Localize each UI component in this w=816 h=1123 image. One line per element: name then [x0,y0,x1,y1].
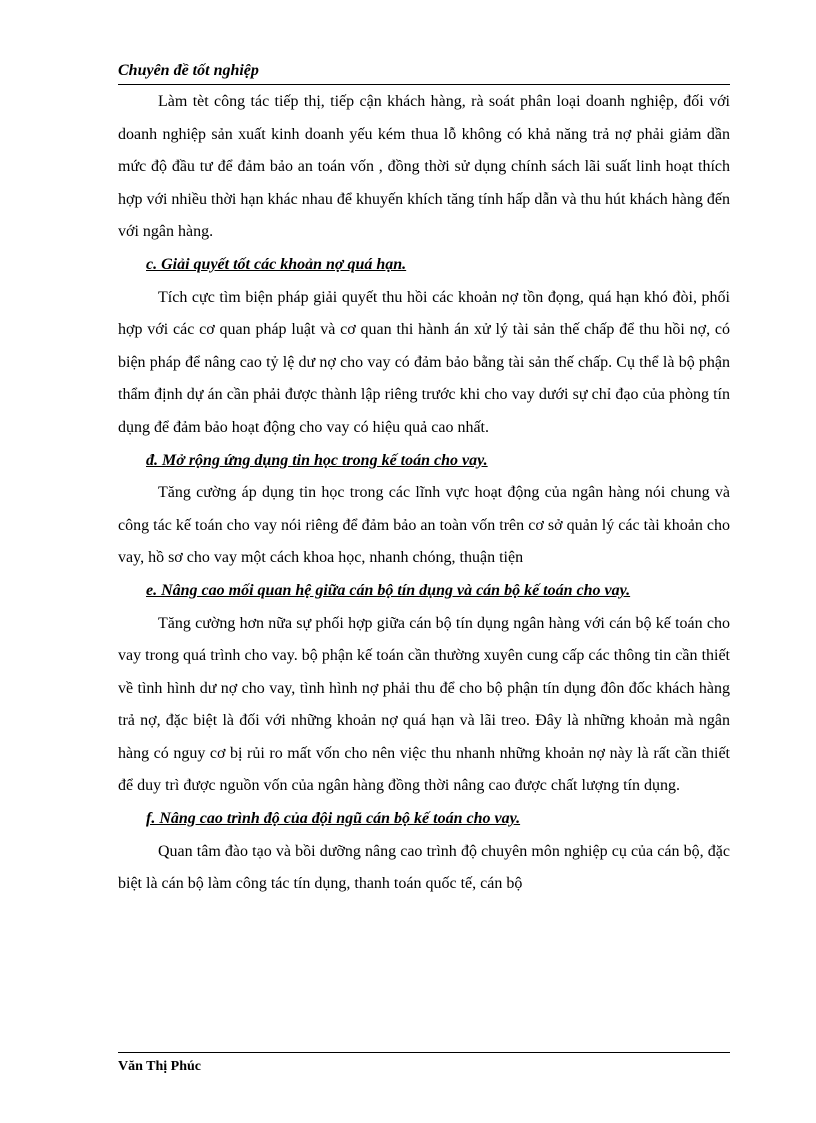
section-heading: đ. Mở rộng ứng dụng tin học trong kế toán cho vay. [146,451,488,469]
section-heading: f. Nâng cao trình độ của đội ngũ cán bộ kế toán cho vay. [146,810,521,828]
paragraph: Làm tèt công tác tiếp thị, tiếp cận khách hàng, rà soát phân loại doanh nghiệp, đối với doanh nghiệp sản xuất kinh doanh yếu kém thua lỗ không có khả năng trả nợ phải giảm dần mức độ đầu tư để đảm bảo an toán vốn , đồng thời sử dụng chính sách lãi suất linh hoạt thích hợp với nhiều thời hạn khác nhau để khuyến khích tăng tính hấp dẫn và thu hút khách hàng đến với ngân hàng. [118,93,730,241]
section-heading: e. Nâng cao mối quan hệ giữa cán bộ tín dụng và cán bộ kế toán cho vay. [146,581,631,599]
paragraph: Tăng cường hơn nữa sự phối hợp giữa cán bộ tín dụng ngân hàng với cán bộ kế toán cho vay trong quá trình cho vay. bộ phận kế toán cần thường xuyên cung cấp các thông tin cần thiết về tình hình dư nợ cho vay, tình hình nợ phải thu để cho bộ phận tín dụng đôn đốc khách hàng trả nợ, đặc biệt là đối với những khoản nợ quá hạn và lãi treo. Đây là những khoản mà ngân hàng có nguy cơ bị rủi ro mất vốn cho nên việc thu nhanh những khoản nợ này là rất cần thiết để duy trì được nguồn vốn của ngân hàng đồng thời nâng cao được chất lượng tín dụng. [118,614,730,795]
footer-author: Văn Thị Phúc [118,1059,201,1074]
paragraph: Quan tâm đào tạo và bồi dưỡng nâng cao trình độ chuyên môn nghiệp cụ của cán bộ, đặc biệt là cán bộ làm công tác tín dụng, thanh toán quốc tế, cán bộ [118,842,730,893]
header-title: Chuyên đề tốt nghiệp [118,62,259,79]
document-body [118,86,730,901]
paragraph: Tăng cường áp dụng tin học trong các lĩnh vực hoạt động của ngân hàng nói chung và công tác kế toán cho vay nói riêng để đảm bảo an toàn vốn trên cơ sở quản lý các tài khoản cho vay, hồ sơ cho vay một cách khoa học, nhanh chóng, thuận tiện [118,484,730,567]
paragraph: Tích cực tìm biện pháp giải quyết thu hồi các khoản nợ tồn đọng, quá hạn khó đòi, phối hợp với các cơ quan pháp luật và cơ quan thi hành án xử lý tài sản thế chấp để thu hồi nợ, có biện pháp để nâng cao tỷ lệ dư nợ cho vay có đảm bảo bằng tài sản thế chấp. Cụ thể là bộ phận thẩm định dự án cần phải được thành lập riêng trước khi cho vay dưới sự chỉ đạo của phòng tín dụng để đảm bảo hoạt động cho vay có hiệu quả cao nhất. [118,288,730,436]
page-footer [118,1052,730,1075]
page-header [118,60,730,85]
section-heading: c. Giải quyết tốt các khoản nợ quá hạn. [146,255,407,273]
